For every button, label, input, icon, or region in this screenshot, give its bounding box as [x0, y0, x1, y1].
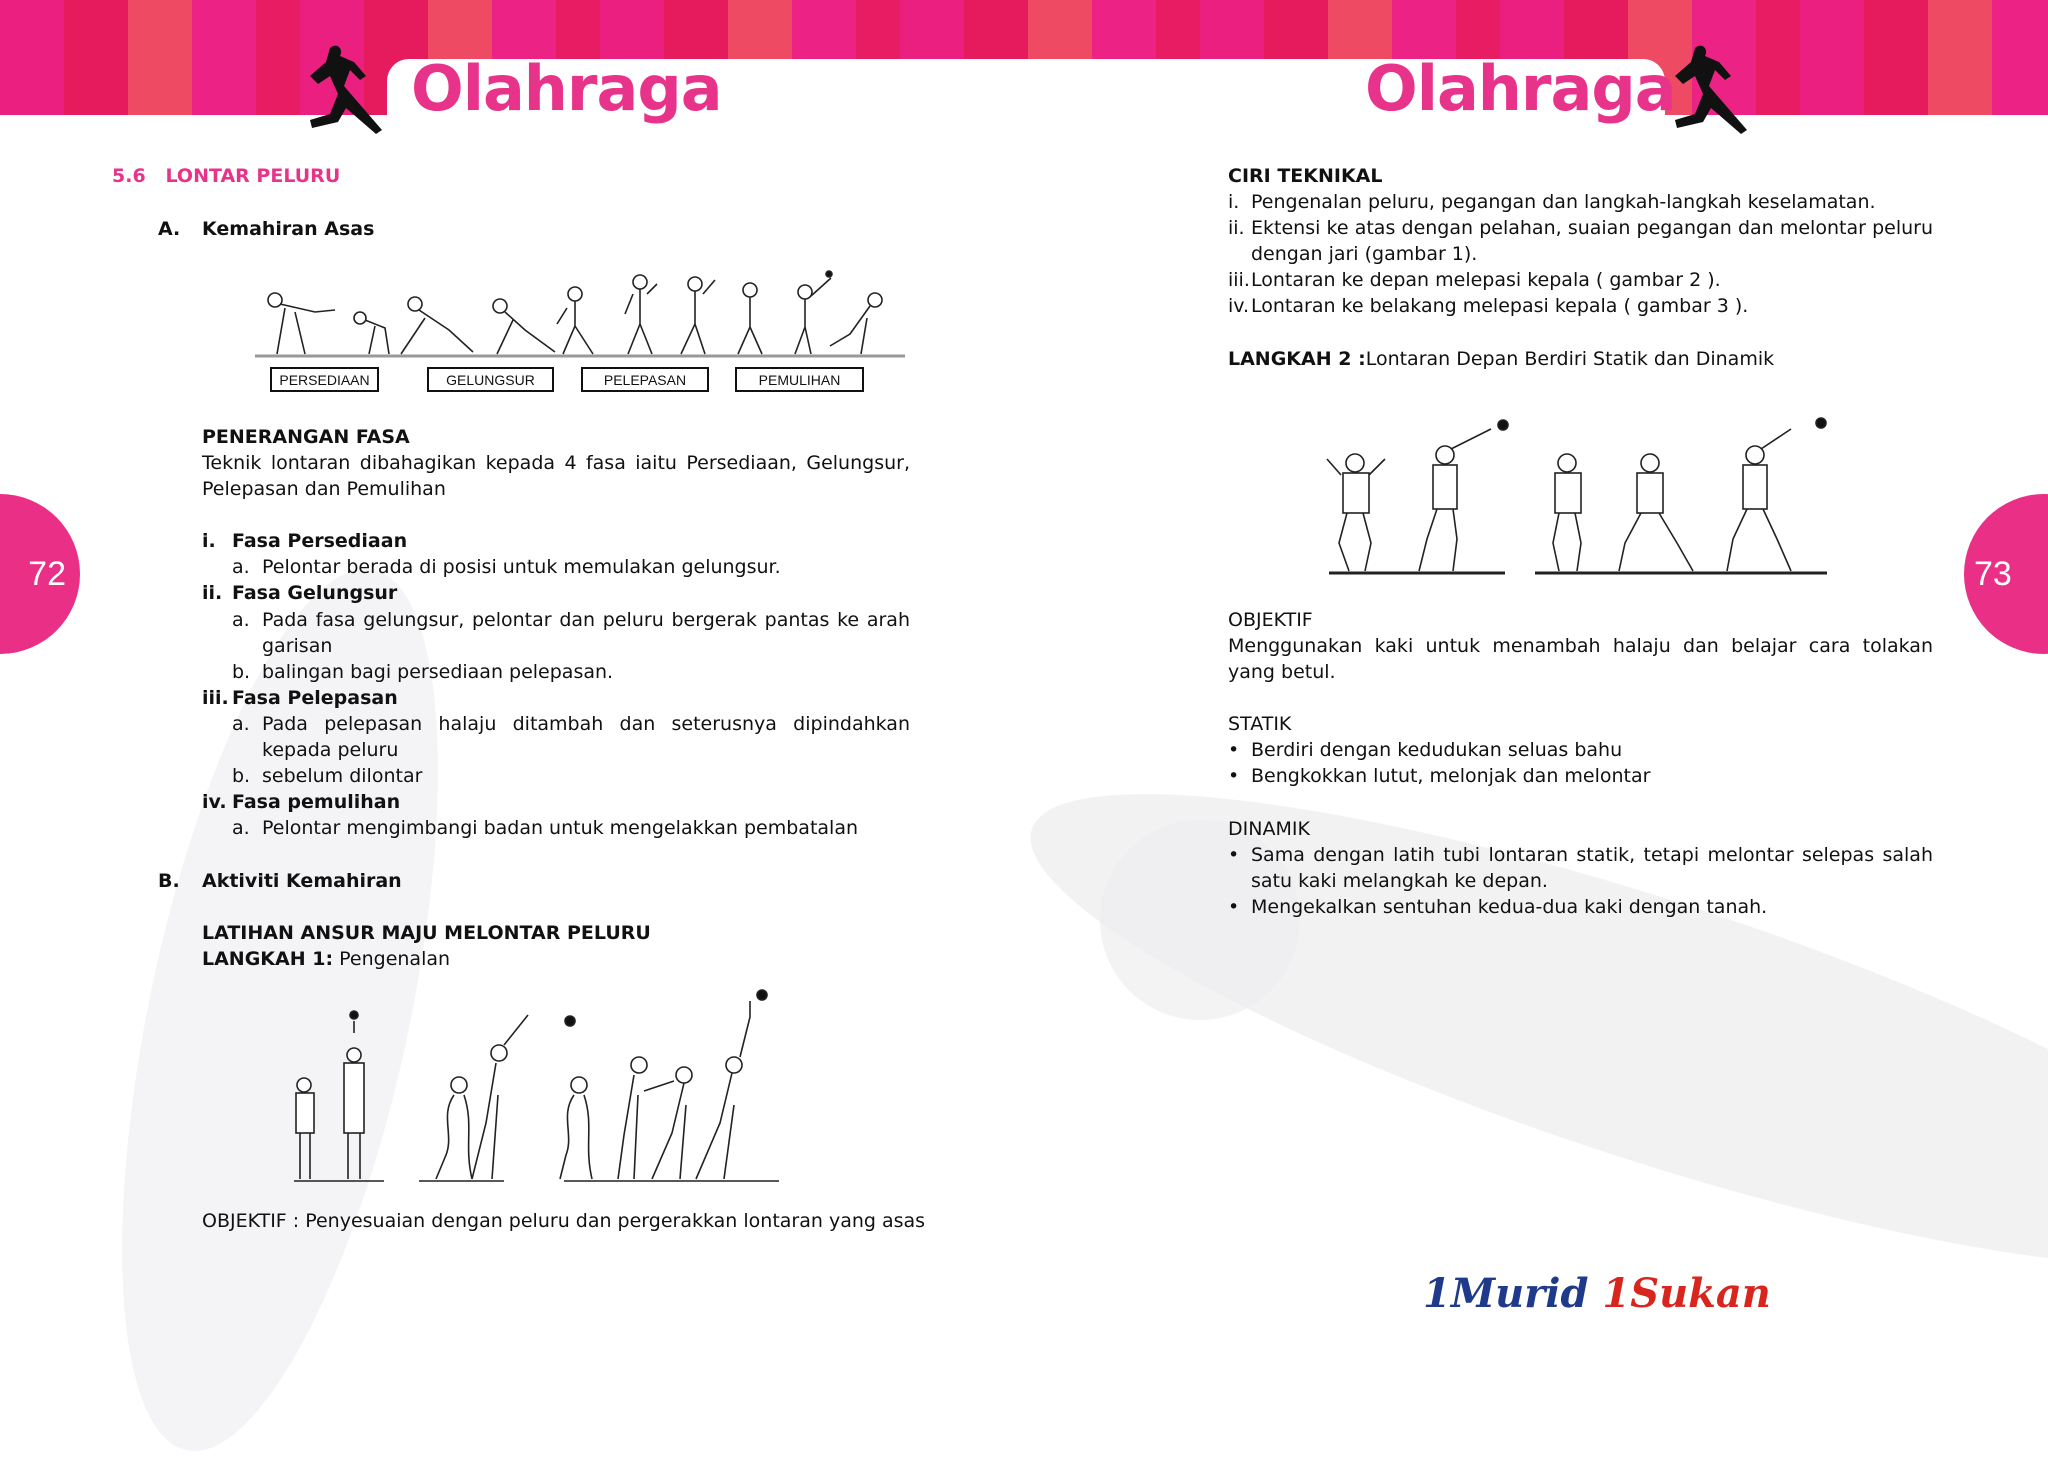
- ciri-teknikal: [1228, 163, 1933, 372]
- objektif-title: OBJEKTIF: [1228, 609, 1313, 631]
- fasa-number: i.: [202, 530, 216, 553]
- penerangan-title: PENERANGAN FASA: [202, 426, 410, 448]
- section-b-number: B.: [158, 870, 180, 892]
- fasa-heading: [202, 528, 910, 554]
- statik-bullet-text: Bengkokkan lutut, melonjak dan melontar: [1251, 765, 1651, 788]
- fasa-item: [202, 659, 910, 685]
- header-title-right: Olahraga: [1365, 52, 1676, 125]
- fasa-item-letter: a.: [232, 608, 250, 631]
- fasa-item: [202, 763, 910, 789]
- logo-part-1: 1Murid: [1423, 1270, 1589, 1317]
- fasa-item-letter: a.: [232, 712, 250, 735]
- ciri-text: Lontaran ke belakang melepasi kepala ( gambar 3 ).: [1251, 295, 1749, 318]
- bullet-icon: •: [1228, 843, 1240, 866]
- ciri-text: Ektensi ke atas dengan pelahan, suaian pegangan dan melontar peluru dengan jari (gambar 1).: [1251, 217, 1933, 266]
- dinamik-bullet-text: Sama dengan latih tubi lontaran statik, tetapi melontar selepas salah satu kaki melangkah ke depan.: [1251, 843, 1933, 892]
- langkah1-objektif: OBJEKTIF : Penyesuaian dengan peluru dan pergerakkan lontaran yang asas: [202, 1210, 926, 1232]
- section-b-title: Aktiviti Kemahiran: [202, 870, 402, 892]
- fasa-list: [202, 528, 910, 841]
- fasa-number: iii.: [202, 686, 229, 709]
- ciri-item: [1228, 267, 1933, 293]
- langkah2-illustration: [1305, 415, 1835, 580]
- shot-put-phases-illustration: [255, 268, 905, 360]
- latihan-title: LATIHAN ANSUR MAJU MELONTAR PELURU: [202, 922, 651, 944]
- fasa-item: [202, 711, 910, 763]
- runner-silhouette-icon: [300, 40, 410, 140]
- ciri-number: i.: [1228, 191, 1240, 214]
- fasa-heading: [202, 789, 910, 815]
- dinamik-bullet-item: [1228, 842, 1933, 894]
- phase-label-pelepasan: PELEPASAN: [581, 367, 709, 392]
- langkah1-label: LANGKAH 1:: [202, 948, 334, 971]
- fasa-item: [202, 607, 910, 659]
- ciri-item: [1228, 293, 1933, 319]
- ciri-number: iii.: [1228, 269, 1250, 292]
- langkah1-text: Pengenalan: [333, 948, 451, 971]
- dinamik-list: [1228, 842, 1933, 920]
- fasa-item-text: balingan bagi persediaan pelepasan.: [262, 660, 614, 683]
- fasa-item-text: Pada fasa gelungsur, pelontar dan peluru bergerak pantas ke arah garisan: [262, 608, 910, 657]
- statik-list: [1228, 737, 1933, 789]
- fasa-number: iv.: [202, 791, 227, 814]
- statik-title: STATIK: [1228, 713, 1292, 736]
- ciri-list: [1228, 189, 1933, 319]
- ciri-item: [1228, 189, 1933, 215]
- objektif-block: [1228, 607, 1933, 920]
- runner-silhouette-icon: [1665, 40, 1775, 140]
- ciri-item: [1228, 215, 1933, 267]
- dinamik-bullet-item: [1228, 894, 1933, 920]
- phase-label-pemulihan: PEMULIHAN: [735, 367, 864, 392]
- langkah2-text: Lontaran Depan Berdiri Statik dan Dinamik: [1365, 347, 1775, 370]
- fasa-item-text: Pelontar mengimbangi badan untuk mengelakkan pembatalan: [262, 817, 859, 840]
- phase-label-gelungsur: GELUNGSUR: [427, 367, 554, 392]
- fasa-title: Fasa Gelungsur: [232, 582, 398, 605]
- langkah1-illustration: [274, 985, 794, 1185]
- penerangan-text: Teknik lontaran dibahagikan kepada 4 fasa iaitu Persediaan, Gelungsur, Pelepasan dan Pemulihan: [202, 452, 910, 501]
- statik-bullet-item: [1228, 737, 1933, 763]
- ciri-title: CIRI TEKNIKAL: [1228, 165, 1383, 187]
- fasa-item-letter: a.: [232, 817, 250, 840]
- bullet-icon: •: [1228, 765, 1240, 788]
- objektif-text: Menggunakan kaki untuk menambah halaju dan belajar cara tolakan yang betul.: [1228, 635, 1933, 684]
- ciri-text: Pengenalan peluru, pegangan dan langkah-langkah keselamatan.: [1251, 191, 1876, 214]
- fasa-item-text: Pelontar berada di posisi untuk memulakan gelungsur.: [262, 556, 781, 579]
- penerangan-fasa: [202, 424, 910, 841]
- section-heading: 5.6 LONTAR PELURU: [112, 165, 341, 187]
- fasa-title: Fasa pemulihan: [232, 791, 401, 814]
- fasa-title: Fasa Pelepasan: [232, 686, 398, 709]
- fasa-heading: [202, 580, 910, 606]
- fasa-item: [202, 815, 910, 841]
- ciri-text: Lontaran ke depan melepasi kepala ( gambar 2 ).: [1251, 269, 1721, 292]
- statik-bullet-item: [1228, 763, 1933, 789]
- logo-part-2: 1Sukan: [1602, 1270, 1771, 1317]
- page-number-right: 73: [1964, 494, 2048, 654]
- dinamik-bullet-text: Mengekalkan sentuhan kedua-dua kaki dengan tanah.: [1251, 895, 1768, 918]
- latihan-block: [202, 920, 910, 972]
- fasa-heading: [202, 685, 910, 711]
- fasa-item-letter: b.: [232, 660, 251, 683]
- fasa-title: Fasa Persediaan: [232, 530, 408, 553]
- fasa-item: [202, 554, 910, 580]
- fasa-item-letter: a.: [232, 556, 250, 579]
- header-title-left: Olahraga: [411, 52, 722, 125]
- 1murid-1sukan-logo: [1423, 1270, 1771, 1317]
- langkah2-label: LANGKAH 2 :: [1228, 347, 1366, 370]
- fasa-item-letter: b.: [232, 765, 251, 788]
- fasa-item-text: Pada pelepasan halaju ditambah dan seterusnya dipindahkan kepada peluru: [262, 712, 910, 762]
- ciri-number: iv.: [1228, 295, 1250, 318]
- section-a-title: Kemahiran Asas: [202, 218, 375, 240]
- ciri-number: ii.: [1228, 217, 1245, 240]
- fasa-item-text: sebelum dilontar: [262, 765, 423, 788]
- page-number-left: 72: [0, 494, 80, 654]
- phase-label-persediaan: PERSEDIAAN: [270, 367, 379, 392]
- bullet-icon: •: [1228, 895, 1240, 918]
- dinamik-title: DINAMIK: [1228, 817, 1310, 840]
- statik-bullet-text: Berdiri dengan kedudukan seluas bahu: [1251, 739, 1623, 762]
- bullet-icon: •: [1228, 739, 1240, 762]
- fasa-number: ii.: [202, 582, 223, 605]
- section-a-number: A.: [158, 218, 181, 240]
